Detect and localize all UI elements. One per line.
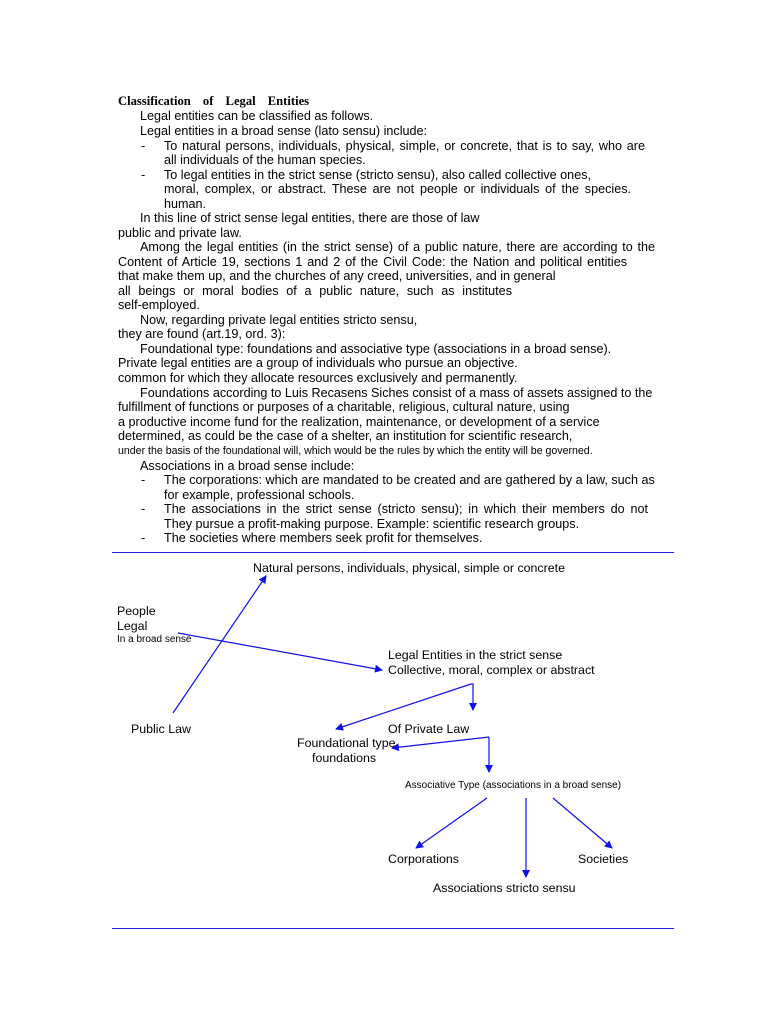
text-line: human. — [164, 197, 207, 211]
node-associative-type: Associative Type (associations in a broad sense) — [405, 780, 622, 791]
text-line: Legal entities in a broad sense (lato sensu) include: — [140, 124, 428, 138]
arrow-strict-to-private — [471, 684, 473, 710]
text-line: The societies where members seek profit for themselves. — [164, 531, 483, 545]
node-corporations: Corporations — [388, 852, 459, 866]
node-strict-sense: Legal Entities in the strict sense — [388, 648, 563, 662]
text-line: Foundations according to Luis Recasens Siches consist of a mass of assets assigned to the — [140, 386, 653, 400]
text-line: The corporations: which are mandated to be created and are gathered by a law, such as — [164, 473, 655, 487]
node-private-law: Of Private Law — [388, 722, 470, 736]
text-line: Private legal entities are a group of individuals who pursue an objective. — [118, 356, 518, 370]
text-line: They pursue a profit-making purpose. Example: scientific research groups. — [164, 517, 580, 531]
text-line: The associations in the strict sense (stricto sensu); in which their members do not — [164, 502, 648, 516]
node-legal: Legal — [117, 619, 148, 633]
text-line: Associations in a broad sense include: — [140, 459, 355, 473]
bullet-dash: - — [141, 139, 146, 153]
text-line: common for which they allocate resources exclusively and permanently. — [118, 371, 518, 385]
text-line: under the basis of the foundational will, which would be the rules by which the entity will be governed. — [118, 445, 593, 457]
text-line: In this line of strict sense legal entities, there are those of law — [140, 211, 480, 225]
text-line: all beings or moral bodies of a public nature, such as institutes — [118, 284, 512, 298]
text-line: a productive income fund for the realization, maintenance, or development of a service — [118, 415, 600, 429]
arrow-legal-to-strict — [178, 633, 382, 670]
node-foundational-type: Foundational type — [297, 736, 396, 750]
bullet-dash: - — [141, 168, 146, 182]
text-line: all individuals of the human species. — [164, 153, 366, 167]
bullet-dash: - — [141, 502, 146, 516]
text-line: Content of Article 19, sections 1 and 2 of the Civil Code: the Nation and political entities — [118, 255, 627, 269]
arrow-assoc-to-corporations — [416, 798, 487, 848]
text-line: To natural persons, individuals, physical, simple, or concrete, that is to say, who are — [164, 139, 645, 153]
node-natural-persons: Natural persons, individuals, physical, simple or concrete — [253, 561, 565, 575]
bullet-dash: - — [141, 531, 146, 545]
text-line: moral, complex, or abstract. These are not people or individuals of the species. — [164, 182, 631, 196]
text-line: Legal entities can be classified as follows. — [140, 109, 374, 123]
text-line: Now, regarding private legal entities stricto sensu, — [140, 313, 418, 327]
text-line: they are found (art.19, ord. 3): — [118, 327, 286, 341]
node-foundations: foundations — [312, 751, 377, 765]
text-line: To legal entities in the strict sense (stricto sensu), also called collective ones, — [164, 168, 591, 182]
bullet-dash: - — [141, 473, 146, 487]
text-line: Among the legal entities (in the strict sense) of a public nature, there are according to the — [140, 240, 655, 254]
text-line: fulfillment of functions or purposes of a charitable, religious, cultural nature, using — [118, 400, 570, 414]
node-strict-sense-desc: Collective, moral, complex or abstract — [388, 663, 595, 677]
text-line: public and private law. — [118, 226, 242, 240]
text-line: for example, professional schools. — [164, 488, 355, 502]
text-line: determined, as could be the case of a shelter, an institution for scientific research, — [118, 429, 573, 443]
document-title: Classification of Legal Entities — [118, 94, 310, 108]
arrow-private-to-foundational — [392, 737, 489, 748]
node-broad-sense: In a broad sense — [117, 634, 192, 645]
text-line: self-employed. — [118, 298, 200, 312]
node-public-law: Public Law — [131, 722, 191, 736]
text-line: that make them up, and the churches of any creed, universities, and in general — [118, 269, 556, 283]
text-line: Foundational type: foundations and associative type (associations in a broad sense). — [140, 342, 612, 356]
node-associations-stricto: Associations stricto sensu — [433, 881, 576, 895]
node-societies: Societies — [578, 852, 629, 866]
arrow-assoc-to-societies — [553, 798, 612, 848]
node-people: People — [117, 604, 156, 618]
